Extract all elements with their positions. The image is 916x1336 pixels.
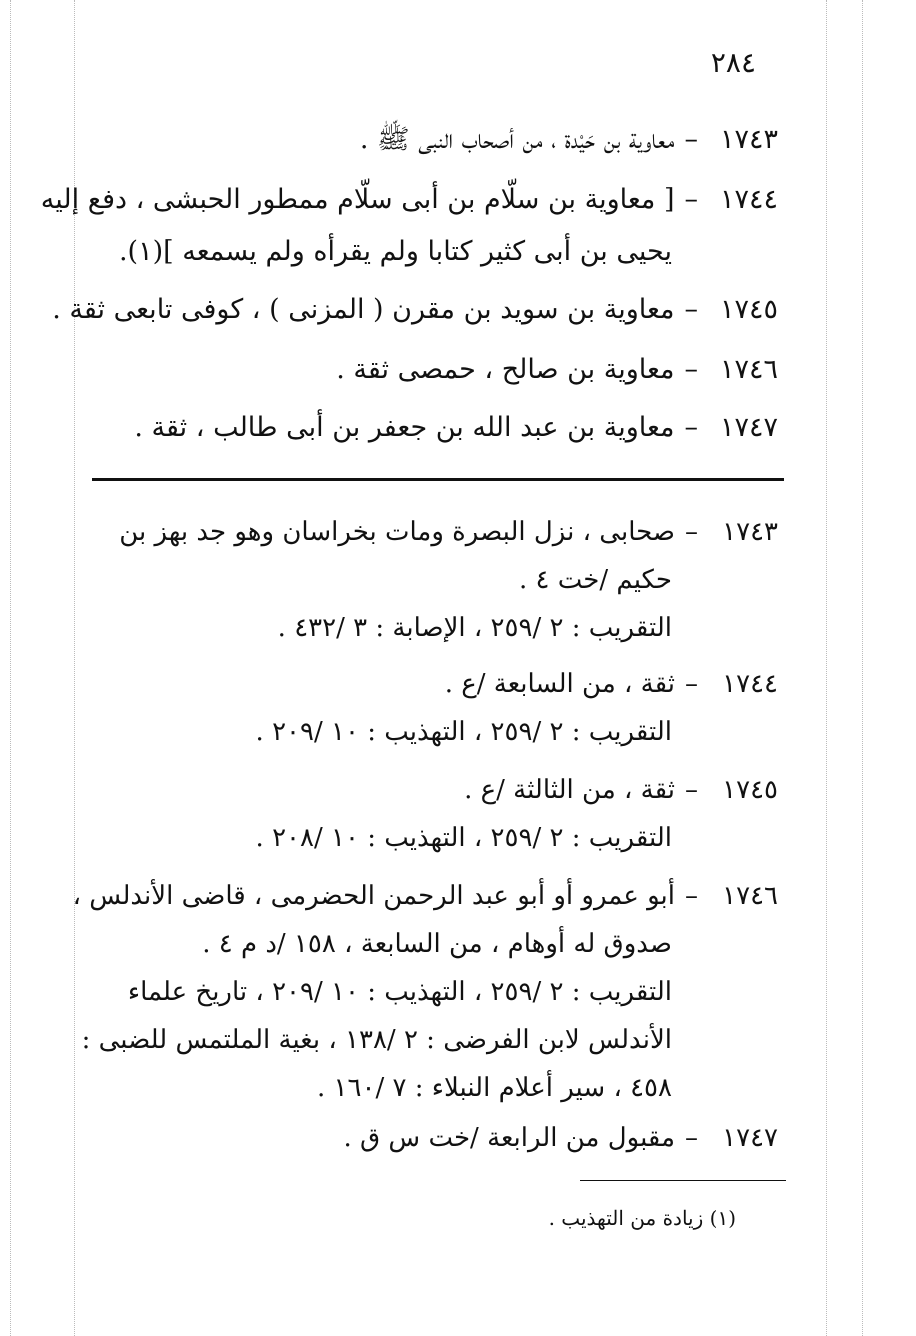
entry-text: معاوية بن صالح ، حمصى ثقة . xyxy=(336,354,675,385)
entry-number: ١٧٤٤ xyxy=(719,184,778,215)
note-line: التقريب : ٢ /٢٥٩ ، الإصابة : ٣ /٤٣٢ . xyxy=(277,613,672,643)
section-divider xyxy=(92,478,784,481)
entry-text: معاوية بن حَيْدة ، من أصحاب النبى ﷺ . xyxy=(359,124,675,155)
entry-1743 xyxy=(88,114,778,166)
note-line: التقريب : ٢ /٢٥٩ ، التهذيب : ١٠ /٢٠٩ ، تاريخ علماء xyxy=(127,977,672,1007)
note-1747 xyxy=(88,1114,778,1162)
note-number: ١٧٤٣ xyxy=(722,517,778,547)
note-dash: – xyxy=(685,517,698,547)
entry-number: ١٧٤٧ xyxy=(719,412,778,443)
note-1743 xyxy=(88,508,778,652)
entry-dash: – xyxy=(684,412,698,443)
entry-number: ١٧٤٥ xyxy=(719,294,778,325)
note-line: التقريب : ٢ /٢٥٩ ، التهذيب : ١٠ /٢٠٩ . xyxy=(255,717,672,747)
page-number: ٢٨٤ xyxy=(710,46,756,79)
entry-dash: – xyxy=(684,294,698,325)
margin-guide xyxy=(862,0,863,1336)
entry-text: معاوية بن عبد الله بن جعفر بن أبى طالب ، ثقة . xyxy=(134,412,675,443)
margin-guide xyxy=(826,0,827,1336)
note-dash: – xyxy=(685,669,698,699)
note-number: ١٧٤٧ xyxy=(722,1123,778,1153)
note-1744 xyxy=(88,660,778,756)
entry-1744 xyxy=(40,174,778,278)
note-line: ٤٥٨ ، سير أعلام النبلاء : ٧ /١٦٠ . xyxy=(317,1073,672,1103)
entry-text: معاوية بن سويد بن مقرن ( المزنى ) ، كوفى تابعى ثقة . xyxy=(52,294,675,325)
note-line: التقريب : ٢ /٢٥٩ ، التهذيب : ١٠ /٢٠٨ . xyxy=(255,823,672,853)
note-line: مقبول من الرابعة /خت س ق . xyxy=(343,1123,675,1153)
note-number: ١٧٤٥ xyxy=(722,775,778,805)
entry-dash: – xyxy=(684,354,698,385)
footnote: (١) زيادة من التهذيب . xyxy=(548,1206,736,1230)
note-line: أبو عمرو أو أبو عبد الرحمن الحضرمى ، قاضى الأندلس ، xyxy=(72,881,675,911)
entry-dash: – xyxy=(684,184,698,215)
note-dash: – xyxy=(685,1123,698,1153)
entry-text: [ معاوية بن سلّام بن أبى سلّام ممطور الحبشى ، دفع إليه xyxy=(40,184,675,215)
entry-text-continuation: يحيى بن أبى كثير كتابا ولم يقرأه ولم يسمعه ](١). xyxy=(118,236,672,267)
note-1746 xyxy=(72,872,778,1112)
entry-number: ١٧٤٦ xyxy=(719,354,778,385)
margin-guide xyxy=(10,0,11,1336)
note-line: صحابى ، نزل البصرة ومات بخراسان وهو جد بهز بن xyxy=(119,517,675,547)
note-line: صدوق له أوهام ، من السابعة ، ١٥٨ /د م ٤ . xyxy=(202,929,672,959)
entry-dash: – xyxy=(684,124,698,155)
note-line: حكيم /خت ٤ . xyxy=(519,565,672,595)
note-dash: – xyxy=(685,881,698,911)
footnote-rule xyxy=(580,1180,786,1181)
entry-1747 xyxy=(88,402,778,454)
note-line: الأندلس لابن الفرضى : ٢ /١٣٨ ، بغية الملتمس للضبى : xyxy=(81,1025,672,1055)
entry-1745 xyxy=(52,284,778,336)
note-number: ١٧٤٤ xyxy=(722,669,778,699)
note-line: ثقة ، من الثالثة /ع . xyxy=(464,775,675,805)
note-1745 xyxy=(88,766,778,862)
note-number: ١٧٤٦ xyxy=(722,881,778,911)
note-line: ثقة ، من السابعة /ع . xyxy=(444,669,675,699)
entry-1746 xyxy=(88,344,778,396)
entry-number: ١٧٤٣ xyxy=(719,124,778,155)
note-dash: – xyxy=(685,775,698,805)
